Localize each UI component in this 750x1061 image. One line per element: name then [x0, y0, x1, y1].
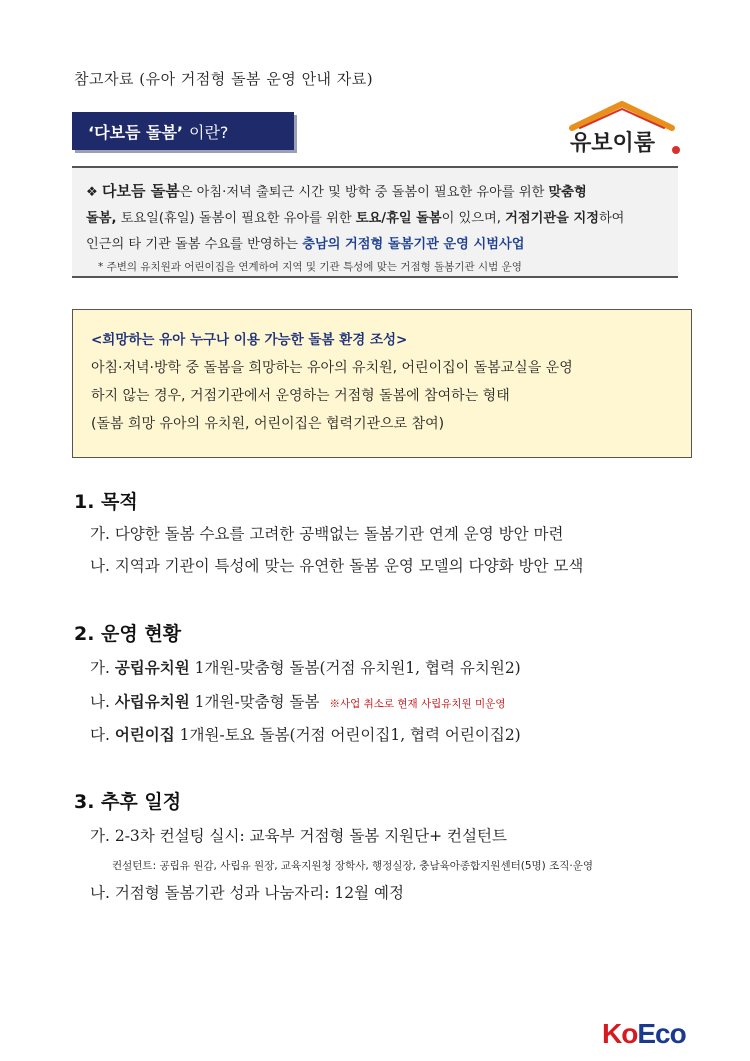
title-suffix: 이란?: [189, 122, 229, 142]
section-3-title: 3. 추후 일정: [74, 791, 182, 813]
item-b-prefix: 나.: [90, 693, 115, 711]
item-c-bold: 어린이집: [114, 725, 175, 744]
section-1-title: 1. 목적: [74, 491, 138, 513]
summary-term: 다보듬 돌봄: [102, 182, 180, 200]
summary-text-5: 인근의 타 기관 돌봄 수요를 반영하는: [86, 237, 303, 252]
summary-paragraph: [86, 178, 668, 258]
title-quoted: ‘다보듬 돌봄’: [88, 122, 184, 142]
logo-text: 유보이룸: [570, 131, 656, 156]
summary-text-3: 이 있으며,: [441, 211, 506, 226]
summary-text-2: 토요일(휴일) 돌봄이 필요한 유아를 위한: [116, 211, 356, 226]
section-3-item-b: 나. 거점형 돌봄기관 성과 나눔자리: 12월 예정: [90, 884, 404, 902]
logo-eco: Eco: [637, 1018, 686, 1049]
section-1-item-b: 나. 지역과 기관이 특성에 맞는 유연한 돌봄 운영 모델의 다양화 방안 모색: [90, 557, 584, 575]
summary-bold-1: 맞춤형: [548, 185, 587, 200]
cancellation-note: ※사업 취소로 현재 사립유치원 미운영: [329, 698, 506, 710]
reference-title: 참고자료 (유아 거점형 돌봄 운영 안내 자료): [74, 70, 374, 88]
summary-bold-3: 토요/휴일 돌봄: [355, 211, 442, 226]
koeco-logo: [602, 1018, 686, 1050]
item-c-rest: 1개원-토요 돌봄(거점 어린이집1, 협력 어린이집2): [174, 726, 521, 744]
info-box: [72, 309, 692, 458]
section-2-item-b: [90, 690, 505, 712]
logo-graphic: [564, 98, 684, 158]
yuboirum-logo: [564, 98, 684, 158]
section-1-item-a: 가. 다양한 돌봄 수요를 고려한 공백없는 돌봄기관 연계 운영 방안 마련: [90, 525, 564, 543]
summary-bold-4: 거점기관을 지정: [505, 211, 599, 226]
info-line-2: 하지 않는 경우, 거점기관에서 운영하는 거점형 돌봄에 참여하는 형태: [91, 388, 510, 404]
summary-footnote: * 주변의 유치원과 어린이집을 연계하여 지역 및 기관 특성에 맞는 거점형 돌봄기관 시범 운영: [98, 261, 522, 273]
summary-highlight: 충남의 거점형 돌봄기관 운영 시범사업: [302, 237, 525, 252]
section-2-item-a: [90, 656, 521, 678]
item-b-rest: 1개원-맞춤형 돌봄: [189, 693, 320, 711]
section-3-item-a: 가. 2-3차 컨설팅 실시: 교육부 거점형 돌봄 지원단+ 컨설턴트: [90, 827, 507, 845]
title-box: [72, 112, 294, 150]
section-2-title: 2. 운영 현황: [74, 623, 182, 645]
logo-ko: Ko: [602, 1018, 638, 1049]
summary-text-1: 은 아침·저녁 출퇴근 시간 및 방학 중 돌봄이 필요한 유아를 위한: [179, 185, 549, 200]
item-b-bold: 사립유치원: [114, 692, 190, 711]
summary-box: [72, 166, 678, 278]
consultant-note: 컨설턴트: 공립유 원감, 사립유 원장, 교육지원청 장학사, 행정실장, 충남육아종합지원센터(5명) 조직·운영: [112, 860, 593, 872]
info-line-3: (돌봄 희망 유아의 유치원, 어린이집은 협력기관으로 참여): [91, 416, 445, 432]
summary-text-4: 하여: [598, 211, 625, 226]
section-2-item-c: [90, 723, 521, 745]
item-c-prefix: 다.: [90, 726, 115, 744]
info-heading: <희망하는 유아 누구나 이용 가능한 돌봄 환경 조성>: [91, 332, 408, 348]
diamond-bullet-icon: ❖: [86, 185, 98, 200]
item-a-rest: 1개원-맞춤형 돌봄(거점 유치원1, 협력 유치원2): [189, 659, 521, 677]
item-a-bold: 공립유치원: [114, 658, 190, 677]
item-a-prefix: 가.: [90, 659, 115, 677]
summary-bold-2: 돌봄,: [86, 211, 117, 226]
info-line-1: 아침·저녁·방학 중 돌봄을 희망하는 유아의 유치원, 어린이집이 돌봄교실을 운영: [91, 360, 573, 376]
